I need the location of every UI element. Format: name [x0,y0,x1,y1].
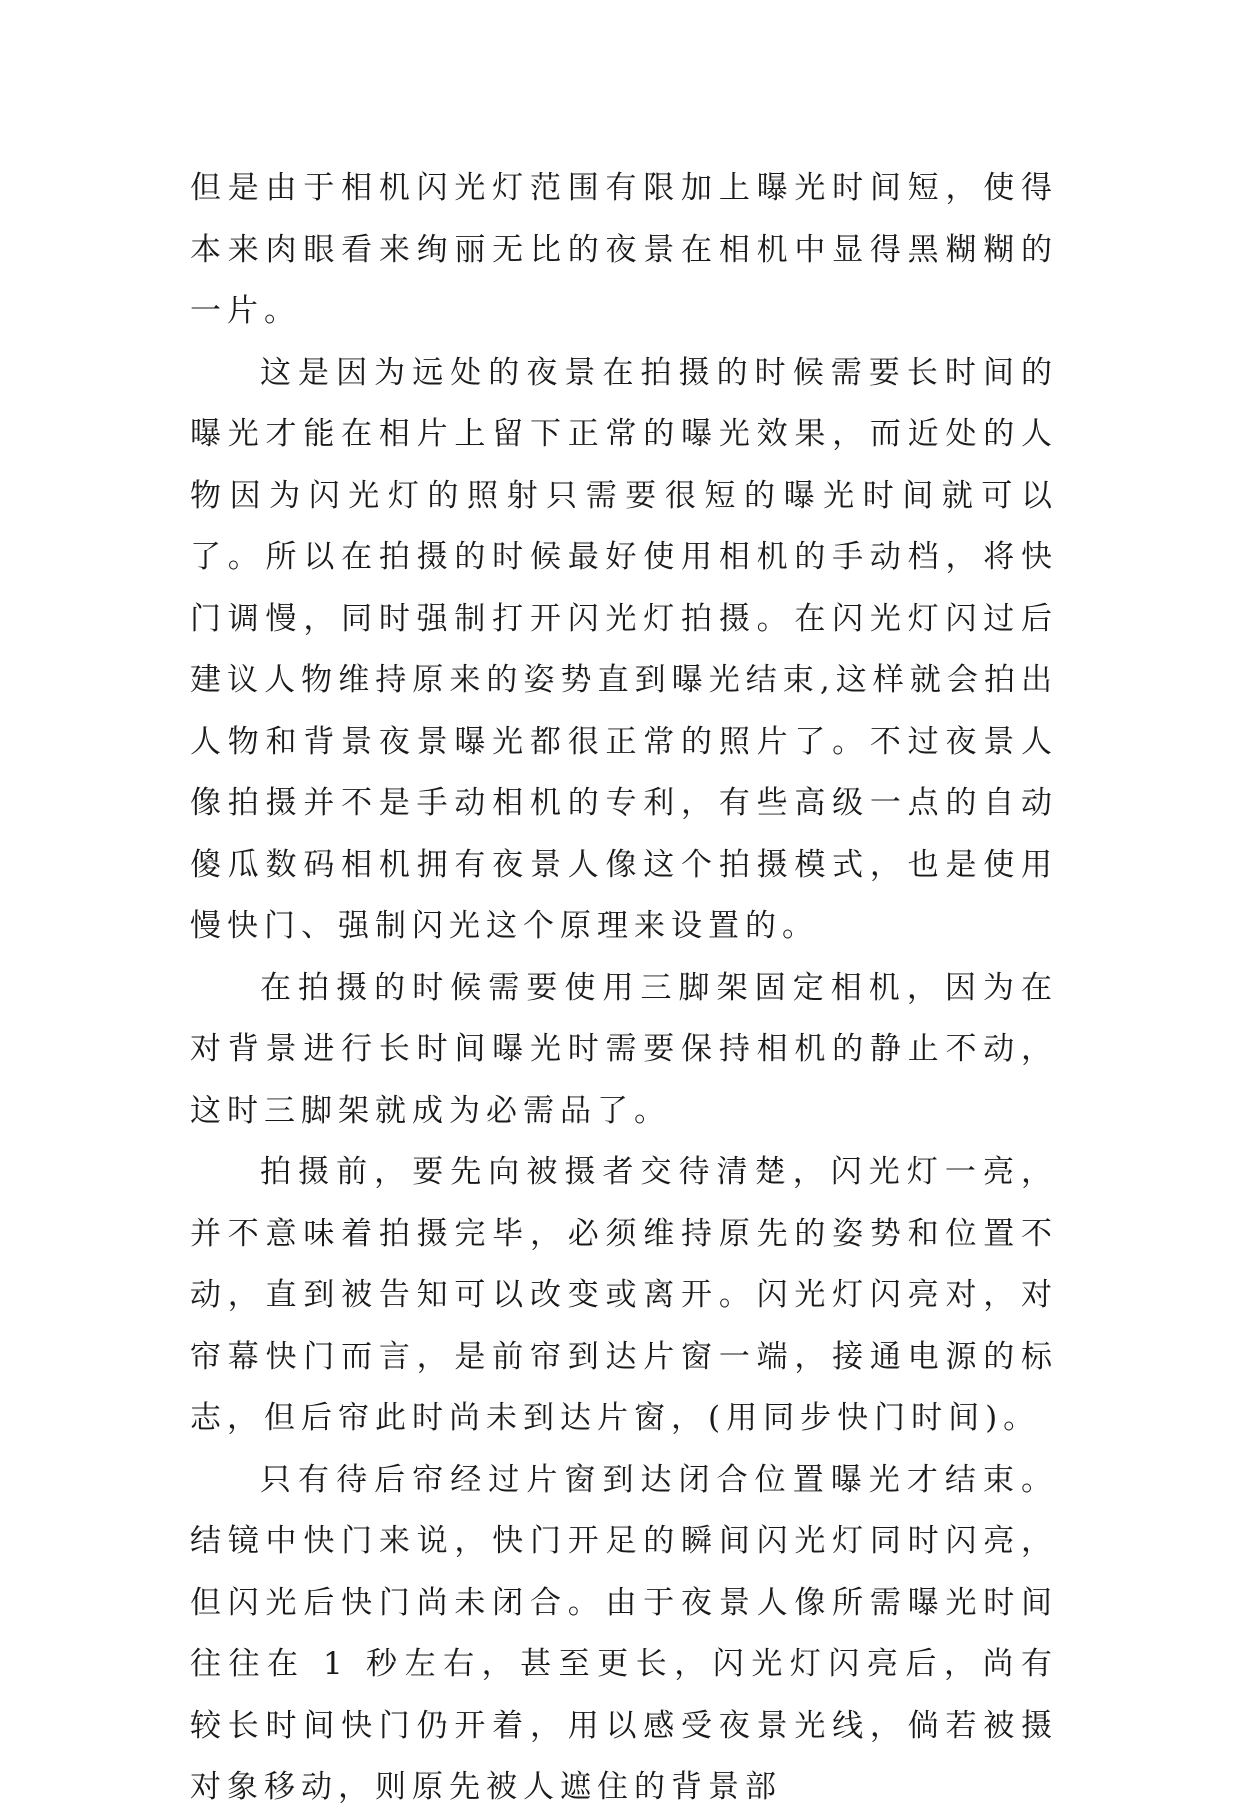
paragraph-continuation: 但是由于相机闪光灯范围有限加上曝光时间短，使得本来肉眼看来绚丽无比的夜景在相机中显得黑糊糊的一片。 [190,170,1058,329]
paragraph-shutter-closing: 只有待后帘经过片窗到达闭合位置曝光才结束。结镜中快门来说，快门开足的瞬间闪光灯同时闪亮，但闪光后快门尚未闭合。由于夜景人像所需曝光时间往往在 1 秒左右，甚至更长，闪光灯闪亮后，尚有较长时间快门仍开着，用以感受夜景光线，倘若被摄对象移动，则原先被人遮住的背景部 [190,1461,1058,1805]
paragraph-before-shooting: 拍摄前，要先向被摄者交待清楚，闪光灯一亮，并不意味着拍摄完毕，必须维持原先的姿势和位置不动，直到被告知可以改变或离开。闪光灯闪亮对，对帘幕快门而言，是前帘到达片窗一端，接通电源的标志，但后帘此时尚未到达片窗，(用同步快门时间)。 [190,1154,1058,1436]
paragraph-tripod: 在拍摄的时候需要使用三脚架固定相机，因为在对背景进行长时间曝光时需要保持相机的静止不动，这时三脚架就成为必需品了。 [190,969,1058,1129]
document-page [190,158,1058,1819]
paragraph-night-exposure: 这是因为远处的夜景在拍摄的时候需要长时间的曝光才能在相片上留下正常的曝光效果，而近处的人物因为闪光灯的照射只需要很短的曝光时间就可以了。所以在拍摄的时候最好使用相机的手动档，将快门调慢，同时强制打开闪光灯拍摄。在闪光灯闪过后建议人物维持原来的姿势直到曝光结束,这样就会拍出人物和背景夜景曝光都很正常的照片了。不过夜景人像拍摄并不是手动相机的专利，有些高级一点的自动傻瓜数码相机拥有夜景人像这个拍摄模式，也是使用慢快门、强制闪光这个原理来设置的。 [190,354,1058,944]
